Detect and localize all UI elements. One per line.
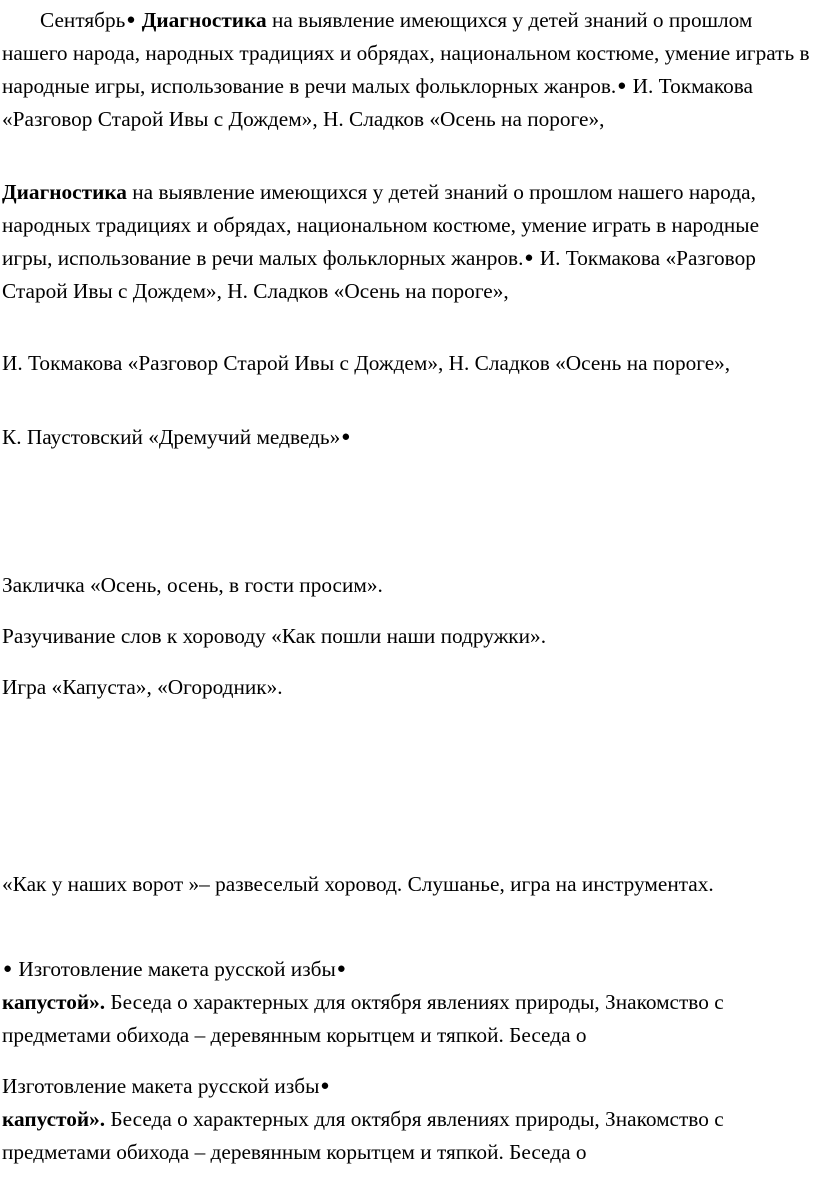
bullet-icon: ● <box>341 429 351 445</box>
diagnostics-text: на выявление имеющихся у детей знаний о прошлом нашего народа, народных традициях и обрядах, национальном костюме, умение играть в народные игры, использование в речи малых фольклорных жанров. <box>2 8 810 98</box>
bullet-icon: ● <box>126 12 136 28</box>
bullet-icon: ● <box>617 78 627 94</box>
reading-list: И. Токмакова «Разговор Старой Ивы с Дождем», Н. Сладков «Осень на пороге», <box>2 246 756 303</box>
paragraph-izba-1 <box>2 953 814 1052</box>
reading-list: И. Токмакова «Разговор Старой Ивы с Дождем», Н. Сладков «Осень на пороге», <box>2 74 753 131</box>
bullet-icon: ● <box>524 250 534 266</box>
bullet-icon: ● <box>320 1078 330 1094</box>
diagnostics-heading: Диагностика <box>2 180 127 204</box>
bullet-icon: ● <box>336 961 346 977</box>
month-label: Сентябрь <box>40 8 126 32</box>
conversation-text: Беседа о характерных для октября явлениях природы, Знакомство с предметами обихода – деревянным корытцем и тяпкой. Беседа о <box>2 1107 724 1164</box>
izba-title: Изготовление макета русской избы <box>13 957 336 981</box>
cabbage-label: капустой». <box>2 990 106 1014</box>
bullet-icon: ● <box>3 961 13 977</box>
paragraph-paustovsky <box>2 421 814 454</box>
cabbage-label: капустой». <box>2 1107 106 1131</box>
paragraph-reading: И. Токмакова «Разговор Старой Ивы с Дождем», Н. Сладков «Осень на пороге», <box>2 351 731 375</box>
paragraph-khorovod: Разучивание слов к хороводу «Как пошли наши подружки». <box>2 624 547 648</box>
paragraph-zaklichka: Закличка «Осень, осень, в гости просим». <box>2 573 383 597</box>
paragraph-game: Игра «Капуста», «Огородник». <box>2 675 283 699</box>
diagnostics-text: на выявление имеющихся у детей знаний о прошлом нашего народа, народных традициях и обрядах, национальном костюме, умение играть в народные игры, использование в речи малых фольклорных жанров. <box>2 180 760 270</box>
paragraph-gates: «Как у наших ворот »– развеселый хоровод. Слушанье, игра на инструментах. <box>2 872 714 896</box>
paragraph-september <box>2 4 814 136</box>
conversation-text: Беседа о характерных для октября явлениях природы, Знакомство с предметами обихода – деревянным корытцем и тяпкой. Беседа о <box>2 990 724 1047</box>
diagnostics-heading: Диагностика <box>141 8 267 32</box>
paustovsky-text: К. Паустовский «Дремучий медведь» <box>2 425 341 449</box>
izba-title: Изготовление макета русской избы <box>2 1074 320 1098</box>
paragraph-diagnostics <box>2 176 814 308</box>
paragraph-izba-2 <box>2 1070 814 1169</box>
